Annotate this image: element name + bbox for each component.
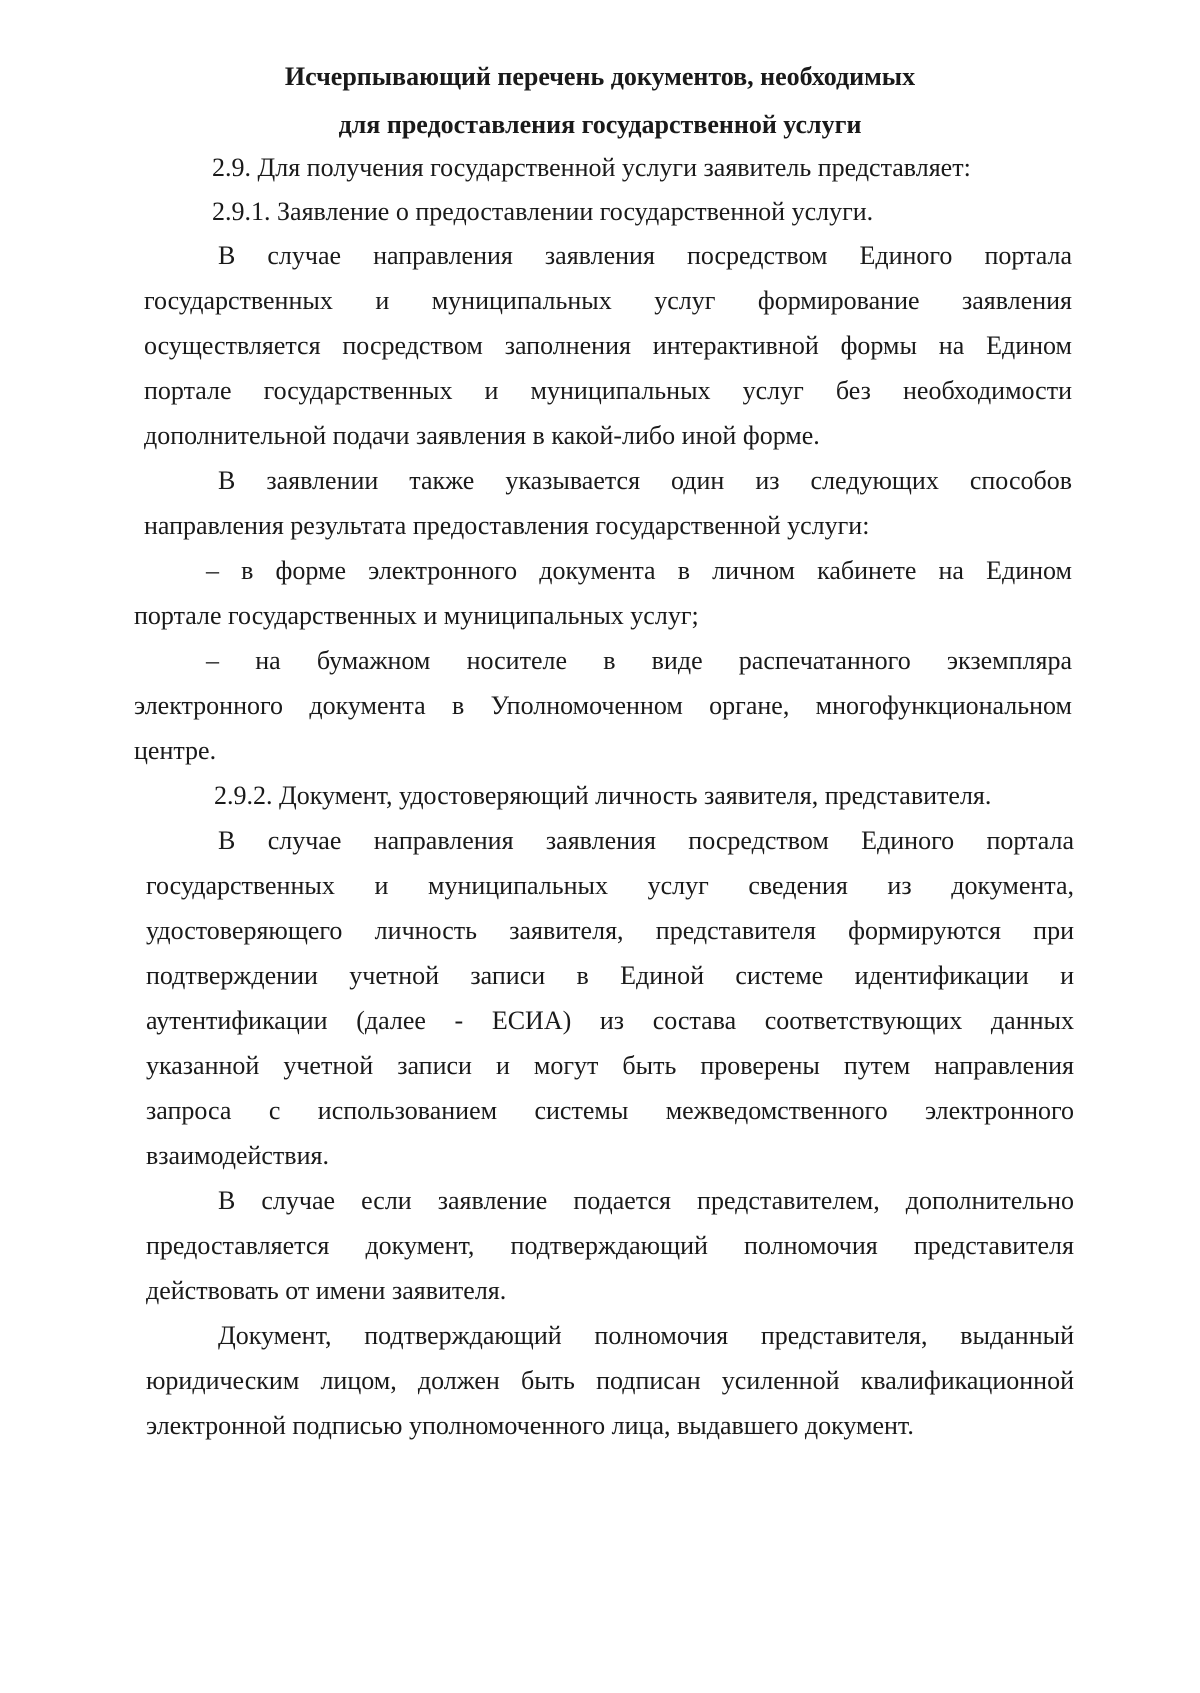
list-item-electronic-form: – в форме электронного документа в личном кабинете на Едином	[206, 556, 1072, 585]
paragraph-line: действовать от имени заявителя.	[146, 1276, 507, 1305]
paragraph-line: В случае направления заявления посредством Единого портала	[218, 241, 1072, 270]
paragraph-line: портале государственных и муниципальных услуг без необходимости	[144, 376, 1072, 405]
paragraph-line: аутентификации (далее - ЕСИА) из состава соответствующих данных	[146, 1006, 1074, 1035]
paragraph-2-9-1-heading: 2.9.1. Заявление о предоставлении государственной услуги.	[212, 197, 874, 226]
paragraph-line: дополнительной подачи заявления в какой-либо иной форме.	[144, 421, 820, 450]
paragraph-line: направления результата предоставления государственной услуги:	[144, 511, 870, 540]
paragraph-2-9-2-heading: 2.9.2. Документ, удостоверяющий личность заявителя, представителя.	[214, 781, 992, 810]
paragraph-line: предоставляется документ, подтверждающий полномочия представителя	[146, 1231, 1074, 1260]
paragraph-line: Документ, подтверждающий полномочия представителя, выданный	[218, 1321, 1074, 1350]
document-title-line-2: для предоставления государственной услуги	[338, 110, 862, 139]
paragraph-line: электронной подписью уполномоченного лица, выдавшего документ.	[146, 1411, 914, 1440]
paragraph-line: государственных и муниципальных услуг формирование заявления	[144, 286, 1072, 315]
paragraph-line: удостоверяющего личность заявителя, представителя формируются при	[146, 916, 1074, 945]
paragraph-line: электронного документа в Уполномоченном органе, многофункциональном	[134, 691, 1072, 720]
paragraph-line: центре.	[134, 736, 217, 765]
paragraph-line: юридическим лицом, должен быть подписан усиленной квалификационной	[146, 1366, 1074, 1395]
paragraph-line: В случае если заявление подается представителем, дополнительно	[218, 1186, 1074, 1215]
paragraph-line: указанной учетной записи и могут быть проверены путем направления	[146, 1051, 1074, 1080]
paragraph-line: В заявлении также указывается один из следующих способов	[218, 466, 1072, 495]
paragraph-line: государственных и муниципальных услуг сведения из документа,	[146, 871, 1074, 900]
list-item-paper-form: – на бумажном носителе в виде распечатанного экземпляра	[206, 646, 1072, 675]
paragraph-2-9-intro: 2.9. Для получения государственной услуги заявитель представляет:	[212, 153, 971, 182]
paragraph-line: осуществляется посредством заполнения интерактивной формы на Едином	[144, 331, 1072, 360]
paragraph-line: запроса с использованием системы межведомственного электронного	[146, 1096, 1074, 1125]
paragraph-line: В случае направления заявления посредством Единого портала	[218, 826, 1074, 855]
document-title-line-1: Исчерпывающий перечень документов, необходимых	[284, 62, 916, 91]
paragraph-line: портале государственных и муниципальных услуг;	[134, 601, 699, 630]
paragraph-line: взаимодействия.	[146, 1141, 329, 1170]
paragraph-line: подтверждении учетной записи в Единой системе идентификации и	[146, 961, 1074, 990]
